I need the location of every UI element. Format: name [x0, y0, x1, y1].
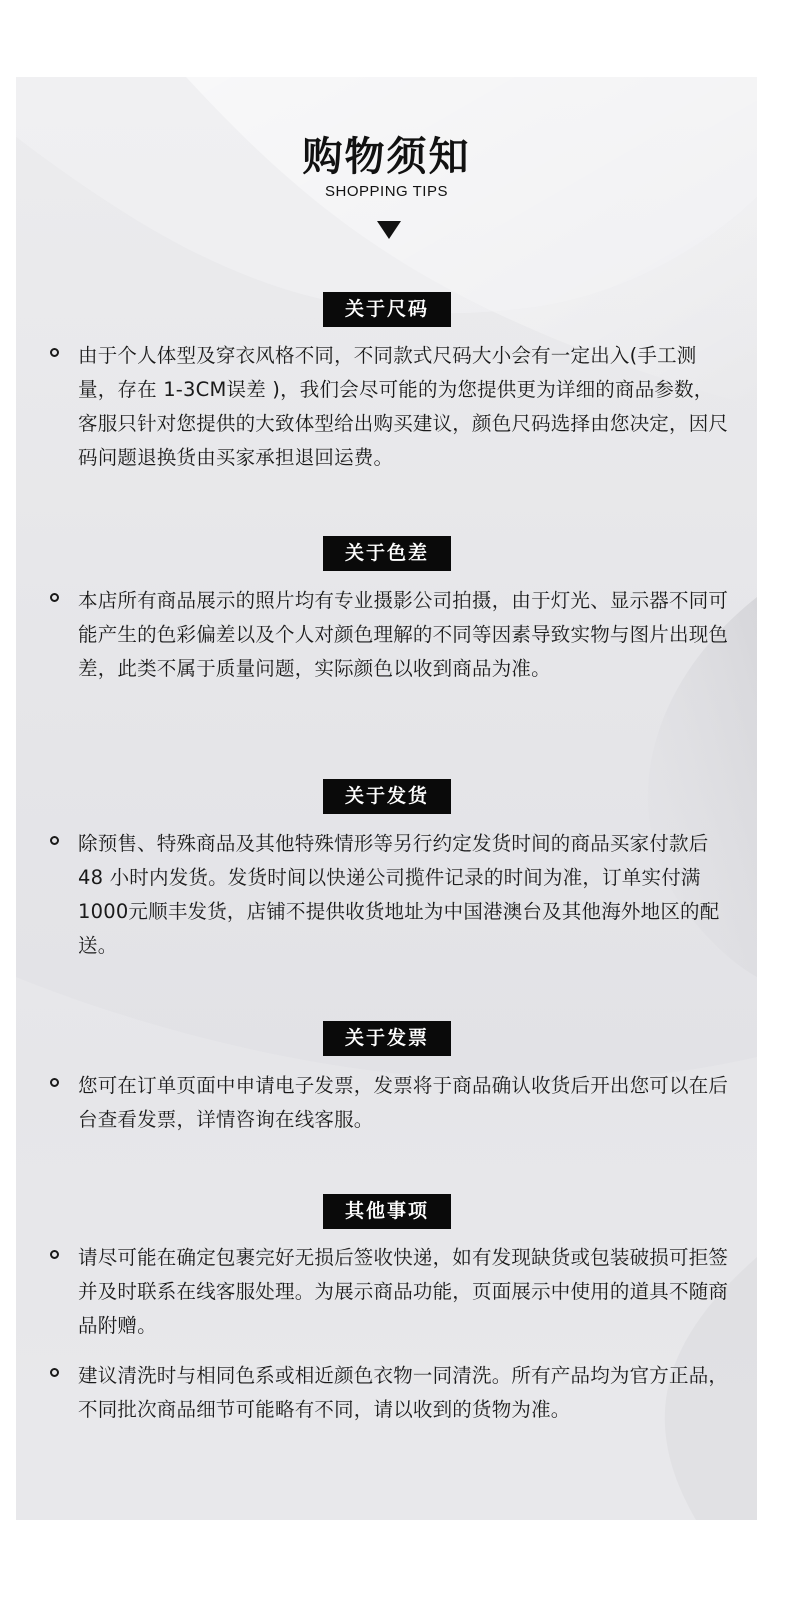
triangle-down-icon — [377, 221, 401, 239]
list-item-text: 请尽可能在确定包裹完好无损后签收快递，如有发现缺货或包装破损可拒签并及时联系在线客服处理。为展示商品功能，页面展示中使用的道具不随商品附赠。 — [78, 1246, 729, 1337]
list-item — [50, 1359, 730, 1427]
bullet-circle-icon — [50, 1078, 59, 1087]
list-item-text: 您可在订单页面中申请电子发票，发票将于商品确认收货后开出您可以在后台查看发票，详情咨询在线客服。 — [78, 1074, 729, 1131]
section-badge-shipping: 关于发货 — [323, 779, 451, 814]
section-badge-color: 关于色差 — [323, 536, 451, 571]
list-item — [50, 339, 730, 475]
list-item-text: 本店所有商品展示的照片均有专业摄影公司拍摄，由于灯光、显示器不同可能产生的色彩偏差以及个人对颜色理解的不同等因素导致实物与图片出现色差，此类不属于质量问题，实际颜色以收到商品为准。 — [78, 589, 729, 680]
list-item-text: 由于个人体型及穿衣风格不同，不同款式尺码大小会有一定出入(手工测量，存在 1-3CM误差 )，我们会尽可能的为您提供更为详细的商品参数，客服只针对您提供的大致体型给出购买建议，颜色尺码选择由您决定，因尺码问题退换货由买家承担退回运费。 — [78, 344, 729, 469]
bullet-circle-icon — [50, 1368, 59, 1377]
section-badge-size: 关于尺码 — [323, 292, 451, 327]
shopping-tips-panel — [16, 77, 757, 1520]
list-item — [50, 1241, 730, 1343]
bullet-circle-icon — [50, 593, 59, 602]
bullet-circle-icon — [50, 836, 59, 845]
list-item — [50, 827, 730, 963]
section-badge-invoice: 关于发票 — [323, 1021, 451, 1056]
list-item-text: 建议清洗时与相同色系或相近颜色衣物一同清洗。所有产品均为官方正品，不同批次商品细节可能略有不同，请以收到的货物为准。 — [78, 1364, 729, 1421]
list-item — [50, 584, 730, 686]
section-badge-other: 其他事项 — [323, 1194, 451, 1229]
list-item-text: 除预售、特殊商品及其他特殊情形等另行约定发货时间的商品买家付款后 48 小时内发货。发货时间以快递公司揽件记录的时间为准，订单实付满1000元顺丰发货，店铺不提供收货地址为中国港澳台及其他海外地区的配送。 — [78, 832, 720, 957]
list-item — [50, 1069, 730, 1137]
bullet-circle-icon — [50, 1250, 59, 1259]
page-title: 购物须知 — [302, 134, 471, 180]
page-subtitle: SHOPPING TIPS — [325, 183, 448, 200]
bullet-circle-icon — [50, 348, 59, 357]
